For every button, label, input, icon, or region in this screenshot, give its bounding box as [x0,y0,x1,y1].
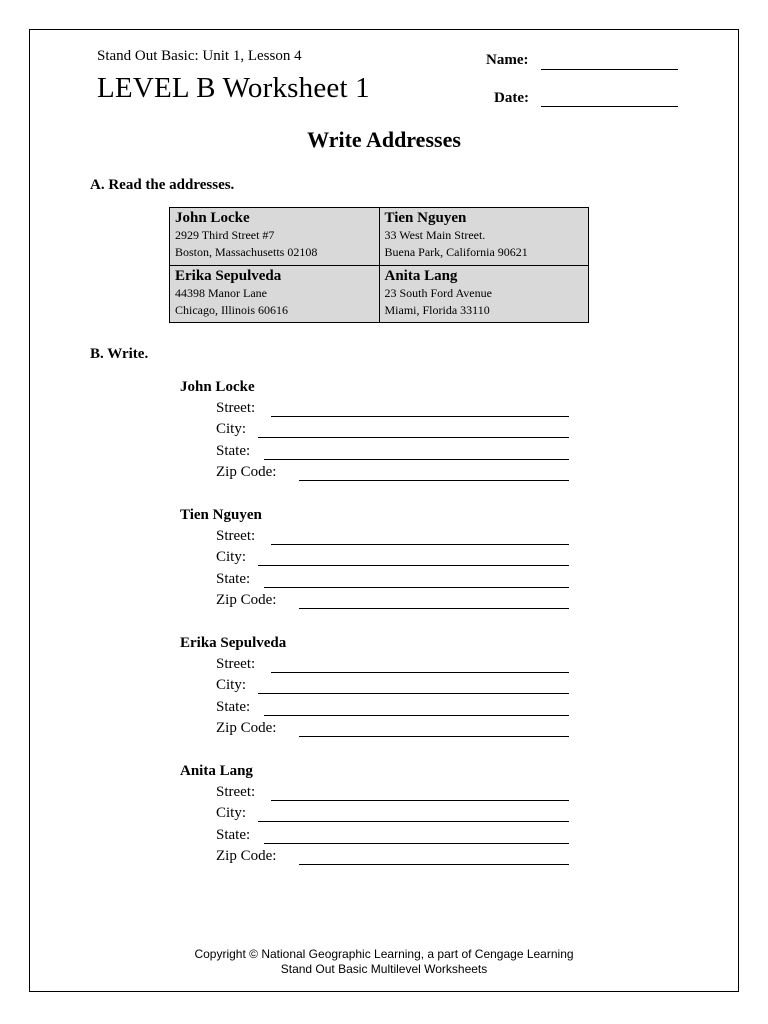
write-person-name: John Locke [180,379,255,395]
address-city-state-zip: Buena Park, California 90621 [384,245,528,259]
copyright-line: Copyright © National Geographic Learning, a part of Cengage Learning [194,947,574,961]
zip-input[interactable] [299,480,569,481]
street-row [180,398,580,419]
city-label: City: [216,805,247,822]
street-label: Street: [216,528,256,544]
street-row [180,526,580,547]
city-row [180,547,580,568]
address-table [169,207,589,323]
state-row [180,441,580,462]
zip-row [180,846,580,867]
date-field[interactable] [541,106,678,107]
street-row [180,782,580,803]
address-cell [170,208,380,266]
state-row [180,569,580,590]
address-city-state-zip: Miami, Florida 33110 [384,302,490,317]
zip-input[interactable] [299,864,569,865]
address-street: 33 West Main Street. [384,228,486,242]
state-input[interactable] [264,715,569,716]
zip-row [180,590,580,611]
address-street: 2929 Third Street #7 [175,228,275,242]
address-name: Erika Sepulveda [175,267,282,284]
write-person-name: Tien Nguyen [180,507,262,523]
write-block-2 [180,505,580,611]
page-heading: Write Addresses [307,127,461,152]
address-city-state-zip: Chicago, Illinois 60616 [175,302,288,317]
section-a-title: A. Read the addresses. [90,177,235,193]
city-label: City: [216,421,247,438]
street-input[interactable] [271,672,569,673]
zip-label: Zip Code: [216,719,277,736]
city-row [180,675,580,696]
street-input[interactable] [271,416,569,417]
write-person-name: Anita Lang [180,763,253,779]
zip-label: Zip Code: [216,847,277,864]
address-name: John Locke [175,210,250,226]
write-person-name: Erika Sepulveda [180,635,287,651]
address-cell [379,208,589,266]
city-input[interactable] [258,437,569,438]
state-row [180,825,580,846]
state-row [180,697,580,718]
date-label: Date: [494,90,529,106]
zip-input[interactable] [299,608,569,609]
city-label: City: [216,549,247,566]
write-block-1 [180,377,580,483]
state-input[interactable] [264,843,569,844]
street-input[interactable] [271,544,569,545]
street-label: Street: [216,400,256,416]
state-label: State: [216,826,251,843]
state-label: State: [216,570,251,587]
name-field[interactable] [541,69,678,70]
zip-input[interactable] [299,736,569,737]
city-row [180,419,580,440]
street-row [180,654,580,675]
address-cell [170,265,380,323]
street-input[interactable] [271,800,569,801]
address-street: 23 South Ford Avenue [384,285,492,300]
zip-label: Zip Code: [216,463,277,480]
zip-row [180,718,580,739]
write-block-3 [180,633,580,739]
state-label: State: [216,442,251,459]
address-name: Anita Lang [384,267,458,284]
state-input[interactable] [264,587,569,588]
city-label: City: [216,677,247,694]
zip-row [180,462,580,483]
city-input[interactable] [258,821,569,822]
city-input[interactable] [258,693,569,694]
worksheet-title: LEVEL B Worksheet 1 [97,72,370,104]
city-input[interactable] [258,565,569,566]
zip-label: Zip Code: [216,591,277,608]
address-street: 44398 Manor Lane [175,285,267,300]
city-row [180,803,580,824]
footer-series: Stand Out Basic Multilevel Worksheets [280,962,488,976]
series-line: Stand Out Basic: Unit 1, Lesson 4 [97,48,302,64]
address-cell [379,265,589,323]
street-label: Street: [216,784,256,800]
street-label: Street: [216,656,256,672]
write-block-4 [180,761,580,867]
name-label: Name: [486,52,529,68]
state-label: State: [216,698,251,715]
state-input[interactable] [264,459,569,460]
address-name: Tien Nguyen [384,210,467,226]
section-b-title: B. Write. [90,346,149,362]
address-city-state-zip: Boston, Massachusetts 02108 [175,245,318,259]
